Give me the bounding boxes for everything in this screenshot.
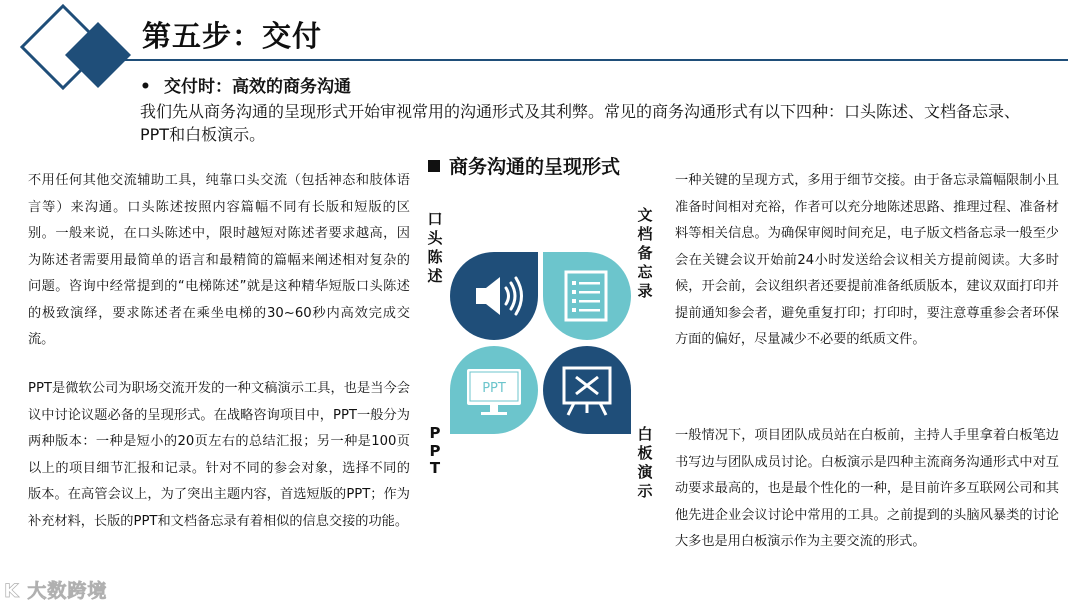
diagram-title <box>428 152 620 179</box>
bullet-heading <box>140 72 351 97</box>
monitor-icon <box>450 346 538 434</box>
memo-label: 文档备忘录 <box>637 206 653 300</box>
oral-quadrant <box>450 252 538 340</box>
ppt-quadrant <box>450 346 538 434</box>
whiteboard-quadrant <box>543 346 631 434</box>
square-bullet-icon <box>428 160 440 172</box>
oral-label: 口头陈述 <box>427 210 443 285</box>
whiteboard-icon <box>543 346 631 434</box>
ppt-description: PPT是微软公司为职场交流开发的一种文稿演示工具，也是当今会议中讨论议题必备的呈现形式。在战略咨询项目中，PPT一般分为两种版本：一种是短小的20页左右的总结汇报；另一种是100页以上的项目细节汇报和记录。针对不同的参会对象，选择不同的版本。在高管会议上，为了突出主题内容，首选短版的PPT；作为补充材料，长版的PPT和文档备忘录有着相似的信息交接的功能。 <box>28 381 410 529</box>
diagram-title-text: 商务沟通的呈现形式 <box>449 156 621 178</box>
ppt-icon-text: PPT <box>482 381 506 396</box>
bullet-dot: • <box>140 77 151 97</box>
memo-quadrant <box>543 252 631 340</box>
page-title: 第五步：交付 <box>142 19 323 53</box>
whiteboard-label: 白板演示 <box>637 425 653 500</box>
speaker-icon <box>450 252 538 340</box>
whiteboard-description: 一般情况下，项目团队成员站在白板前，主持人手里拿着白板笔边书写边与团队成员讨论。白板演示是四种主流商务沟通形式中对互动要求最高的，也是最个性化的一种，是目前许多互联网公司和其他先进企业会议讨论中常用的工具。之前提到的头脑风暴类的讨论大多也是用白板演示作为主要交流的形式。 <box>675 428 1059 549</box>
bullet-heading-text: 交付时：高效的商务沟通 <box>164 77 351 97</box>
memo-description: 一种关键的呈现方式，多用于细节交接。由于备忘录篇幅限制小且准备时间相对充裕，作者可以充分地陈述思路、推理过程、准备材料等相关信息。为确保审阅时间充足，电子版文档备忘录一般至少会在关键会议开始前24小时发送给会议相关方提前阅读。大多时候，开会前，会议组织者还要提前准备纸质版本，建议双面打印并提前通知参会者，避免重复打印；打印时，要注意尊重参会者环保方面的偏好，尽量减少不必要的纸质文件。 <box>675 173 1059 347</box>
ppt-label: PPT <box>429 424 441 477</box>
watermark: K 大数跨境 <box>4 580 108 602</box>
document-icon <box>543 252 631 340</box>
title-divider <box>124 59 1068 61</box>
oral-description: 不用任何其他交流辅助工具，纯靠口头交流（包括神态和肢体语言等）来沟通。口头陈述按照内容篇幅不同有长版和短版的区别。一般来说，在口头陈述中，限时越短对陈述者要求越高，因为陈述者需要用最简单的语言和最精简的篇幅来阐述相对复杂的问题。咨询中经常提到的“电梯陈述”就是这种精华短版口头陈述的极致演绎，要求陈述者在乘坐电梯的30~60秒内高效完成交流。 <box>28 173 410 347</box>
diamond-logo-icon <box>0 0 150 100</box>
intro-paragraph: 我们先从商务沟通的呈现形式开始审视常用的沟通形式及其利弊。常见的商务沟通形式有以下四种：口头陈述、文档备忘录、PPT和白板演示。 <box>140 102 1021 144</box>
